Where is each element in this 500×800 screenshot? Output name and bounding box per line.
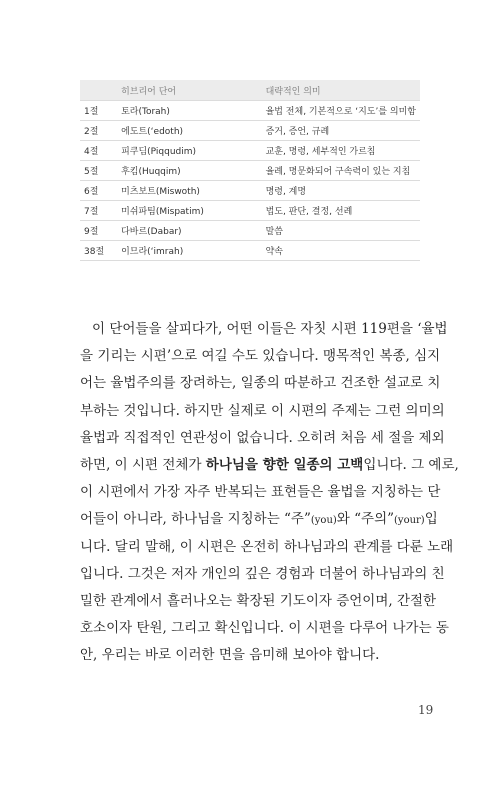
header-hebrew-word: 히브리어 단어 [121, 86, 177, 97]
paragraph-line: 안, 우리는 바로 이러한 면을 음미해 보아야 합니다. [80, 647, 380, 664]
word-cell: 이므라(‘imrah) [117, 241, 261, 261]
word-cell: 토라(Torah) [117, 101, 261, 121]
table-row [80, 121, 420, 141]
verse-cell: 5절 [80, 161, 117, 181]
meaning-cell: 증거, 증언, 규례 [262, 121, 420, 141]
paragraph-line: 입니다. 그것은 저자 개인의 깊은 경험과 더불어 하나님과의 친 [80, 565, 445, 582]
line-text: 하면, 이 시편 전체가 [80, 456, 206, 473]
word-cell: 다바르(Dabar) [117, 221, 261, 241]
table-row [80, 141, 420, 161]
paragraph-line: 을 기리는 시편’으로 여길 수도 있습니다. 맹목적인 복종, 심지 [80, 348, 441, 365]
english-gloss: (your) [394, 515, 425, 527]
verse-cell: 4절 [80, 141, 117, 161]
table-row [80, 241, 420, 261]
verse-cell: 7절 [80, 201, 117, 221]
table-row [80, 221, 420, 241]
paragraph-line: 니다. 달리 말해, 이 시편은 온전히 하나님과의 관계를 다룬 노래 [80, 538, 454, 555]
table-row [80, 101, 420, 121]
verse-cell: 6절 [80, 181, 117, 201]
verse-cell: 1절 [80, 101, 117, 121]
paragraph-line [80, 506, 438, 533]
line-text: 입 [424, 511, 438, 528]
word-cell: 에도트(‘edoth) [117, 121, 261, 141]
meaning-cell: 법도, 판단, 결정, 선례 [262, 201, 420, 221]
word-cell: 미쉬파팀(Mispatim) [117, 201, 261, 221]
verse-cell: 2절 [80, 121, 117, 141]
word-cell: 미츠보트(Miswoth) [117, 181, 261, 201]
page-number: 19 [418, 703, 434, 717]
paragraph-line [80, 452, 459, 479]
paragraph-line: 어는 율법주의를 장려하는, 일종의 따분하고 건조한 설교로 치 [80, 375, 441, 392]
paragraph-line: 이 단어들을 살피다가, 어떤 이들은 자칫 시편 119편을 ‘율법 [92, 321, 448, 337]
emphasis-text: 하나님을 향한 일종의 고백 [205, 456, 364, 473]
hebrew-terms-table [80, 80, 420, 261]
verse-cell: 38절 [80, 241, 117, 261]
verse-cell: 9절 [80, 221, 117, 241]
paragraph-line: 밀한 관계에서 흘러나오는 확장된 기도이자 증언이며, 간절한 [80, 592, 437, 609]
table-row [80, 181, 420, 201]
english-gloss: (you) [310, 515, 337, 527]
line-text: 와 “주의” [336, 511, 395, 528]
header-meaning: 대략적인 의미 [265, 86, 321, 97]
meaning-cell: 교훈, 명령, 세부적인 가르침 [262, 141, 420, 161]
meaning-cell: 약속 [262, 241, 420, 261]
table-row [80, 201, 420, 221]
paragraph-line: 호소이자 탄원, 그리고 확신입니다. 이 시편을 다루어 나가는 동 [80, 620, 449, 637]
table-header-row [80, 80, 420, 101]
meaning-cell: 말씀 [262, 221, 420, 241]
meaning-cell: 율례, 명문화되어 구속력이 있는 지침 [262, 161, 420, 181]
word-cell: 피쿠딤(Piqqudim) [117, 141, 261, 161]
word-cell: 후킴(Huqqim) [117, 161, 261, 181]
table-row [80, 161, 420, 181]
meaning-cell: 율법 전체, 기본적으로 ‘지도’를 의미함 [262, 101, 420, 121]
paragraph-line: 부하는 것입니다. 하지만 실제로 이 시편의 주제는 그런 의미의 [80, 402, 445, 419]
paragraph-line: 율법과 직접적인 연관성이 없습니다. 오히려 처음 세 절을 제외 [80, 429, 445, 446]
line-text: 입니다. 그 예로, [363, 456, 459, 473]
body-paragraph [80, 316, 459, 669]
header-verse [80, 80, 117, 101]
line-text: 어들이 아니라, 하나님을 지칭하는 “주” [80, 511, 311, 528]
meaning-cell: 명령, 계명 [262, 181, 420, 201]
paragraph-line: 이 시편에서 가장 자주 반복되는 표현들은 율법을 지칭하는 단 [80, 484, 441, 501]
